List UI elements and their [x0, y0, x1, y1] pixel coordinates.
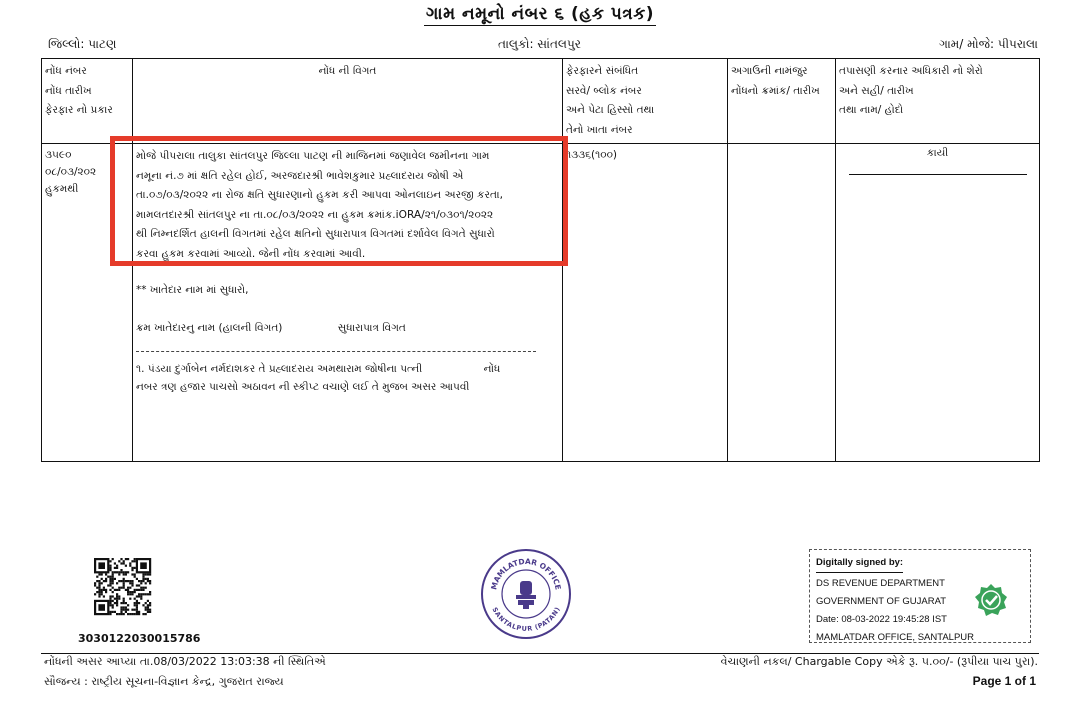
header-text: અગાઉની નામંજુર — [731, 65, 808, 77]
seal-bottom-text: SANTALPUR (PATAN) — [490, 605, 562, 633]
qr-number: 303012203001578​6 — [78, 632, 201, 645]
header-officer — [836, 59, 1040, 144]
qr-code-icon — [92, 548, 154, 628]
detail-line: થી નિમ્નદર્શિત હાલની વિગતમાં રહેલ ક્ષતિનો સુધારાપાત્ર વિગતમાં દર્શાવેલ વિગતે સુધારો — [136, 228, 495, 241]
header-text: નોંધ નંબર — [45, 65, 87, 77]
officer-remark: કાયી — [926, 147, 949, 159]
header-text: ફેરફારને સંબંધિત — [566, 65, 639, 77]
signature-line-1: DS REVENUE DEPARTMENT — [816, 578, 945, 589]
list-item-suffix: નોંધ — [483, 362, 501, 375]
signature-heading: Digitally signed by: — [816, 554, 903, 573]
list-header-current: ક્રમ ખાતેદારનુ નામ (હાલની વિગત) — [136, 321, 283, 334]
entry-type: હુકમથી — [45, 183, 79, 195]
list-item-text: ૧. પંડયા દુર્ગાબેન નર્મદાશકર તે પ્રહ્લાદરાય અમથારામ જોષીના પત્ની — [136, 362, 423, 375]
signature-line-2: GOVERNMENT OF GUJARAT — [816, 596, 947, 607]
detail-line: મામલતદારશ્રી સાંતલપુર ના તા.૦૮/૦૩/૨૦૨૨ ના હુકમ ક્રમાંક.iORA/૨૧/૦૩૦૧/૨૦૨૨ — [136, 208, 494, 221]
header-entry — [42, 59, 133, 144]
detail-line: મોજે પીપરાલા તાલુકા સાંતલપુર જિલ્લા પાટણ ની માજિનમાં જણાવેલ જમીનના ગામ — [136, 150, 490, 162]
correction-note: ** ખાતેદાર નામ માં સુધારો, — [136, 283, 249, 296]
header-text: અને પેટા હિસ્સો તથા — [566, 104, 655, 116]
header-previous — [728, 59, 836, 144]
dashed-divider — [136, 351, 536, 352]
village-label: ગામ/ મોજે: પીપરાલા — [939, 37, 1038, 51]
detail-line: નમૂના નં.૭ માં ક્ષતિ રહેલ હોઈ, અરજદારશ્રી ભાવેશકુમાર પ્રહ્લાદરાય જોષી એ — [136, 169, 464, 182]
page-number: Page 1 of 1 — [972, 674, 1036, 688]
header-text: અને સહી/ તારીખ — [839, 84, 914, 97]
copy-fee-text: વેચાણની નકલ/ Chargable Copy એકે રૂ. ૫.૦૦/- (રૂપીયા પાચ પુરા). — [720, 655, 1038, 668]
office-seal-icon — [480, 548, 572, 640]
highlight-box — [110, 136, 568, 266]
previous-cell — [728, 144, 836, 462]
header-text: નોંધ ની વિગત — [318, 65, 377, 77]
header-text: સરવે/ બ્લોક નંબર — [566, 84, 642, 97]
header-text: તપાસણી કરનાર અધિકારી નો શેરો — [839, 65, 983, 77]
header-text: નોંધ તારીખ — [45, 84, 92, 97]
list-header — [136, 319, 559, 337]
seal-top-text: MAMLATDAR OFFICE — [489, 556, 563, 591]
effect-text: નોંધની અસર આપ્યા તા.08/03/2022 13:03:38 ની સ્થિતિએ — [44, 655, 326, 668]
survey-cell — [563, 144, 728, 462]
table-header-row — [42, 59, 1040, 144]
entry-date: ૦૮/૦૩/૨૦૨ — [45, 166, 97, 178]
header-text: નોંધનો ક્રમાંક/ તારીખ — [731, 84, 820, 97]
courtesy-text: સૌજન્ય : રાષ્ટ્રીય સૂચના-વિજ્ઞાન કેન્દ્ર, ગુજરાત રાજ્ય — [44, 675, 284, 688]
detail-line: કરવા હુકમ કરવામાં આવ્યો. જેની નોંધ કરવામાં આવી. — [136, 247, 366, 260]
signature-date: Date: 08-03-2022 19:45:28 IST — [816, 614, 947, 625]
header-text: તથા નામ/ હોદો — [839, 104, 904, 116]
document-title: ગામ નમૂનો નંબર ૬ (હક પત્રક) — [426, 4, 654, 24]
signature-line — [849, 174, 1027, 175]
verified-check-icon — [974, 583, 1008, 617]
header-survey — [563, 59, 728, 144]
survey-number: ૧૩૩૬(૧૦૦) — [566, 149, 617, 161]
detail-line: તા.૦૭/૦૩/૨૦૨૨ ના રોજ ક્ષતિ સુધારણાનો હુકમ કરી આપવા ઓનલાઇન અરજી કરતા, — [136, 189, 503, 202]
list-item-continued: નબર ત્રણ હજાર પાચસો અઠાવન ની સ્કીપ્ટ વચાણે લઈ તે મુજબ અસર આપવી — [136, 380, 470, 393]
signature-office: MAMLATDAR OFFICE, SANTALPUR — [816, 632, 974, 643]
district-label: જિલ્લો: પાટણ — [48, 37, 117, 51]
taluka-label: તાલુકો: સાંતલપુર — [498, 37, 581, 51]
officer-cell — [836, 144, 1040, 462]
footer-divider — [41, 653, 1039, 654]
list-header-corrected: સુધારાપાત્ર વિગત — [337, 321, 406, 334]
entry-number: ૩૫૯૦ — [45, 149, 72, 161]
header-text: ફેરફાર નો પ્રકાર — [45, 104, 113, 116]
digital-signature-box — [809, 549, 1031, 643]
list-item — [136, 360, 559, 378]
svg-text:SANTALPUR (PATAN) — [490, 606, 561, 633]
header-detail — [133, 59, 563, 144]
header-text: તેનો ખાતા નંબર — [566, 123, 633, 136]
